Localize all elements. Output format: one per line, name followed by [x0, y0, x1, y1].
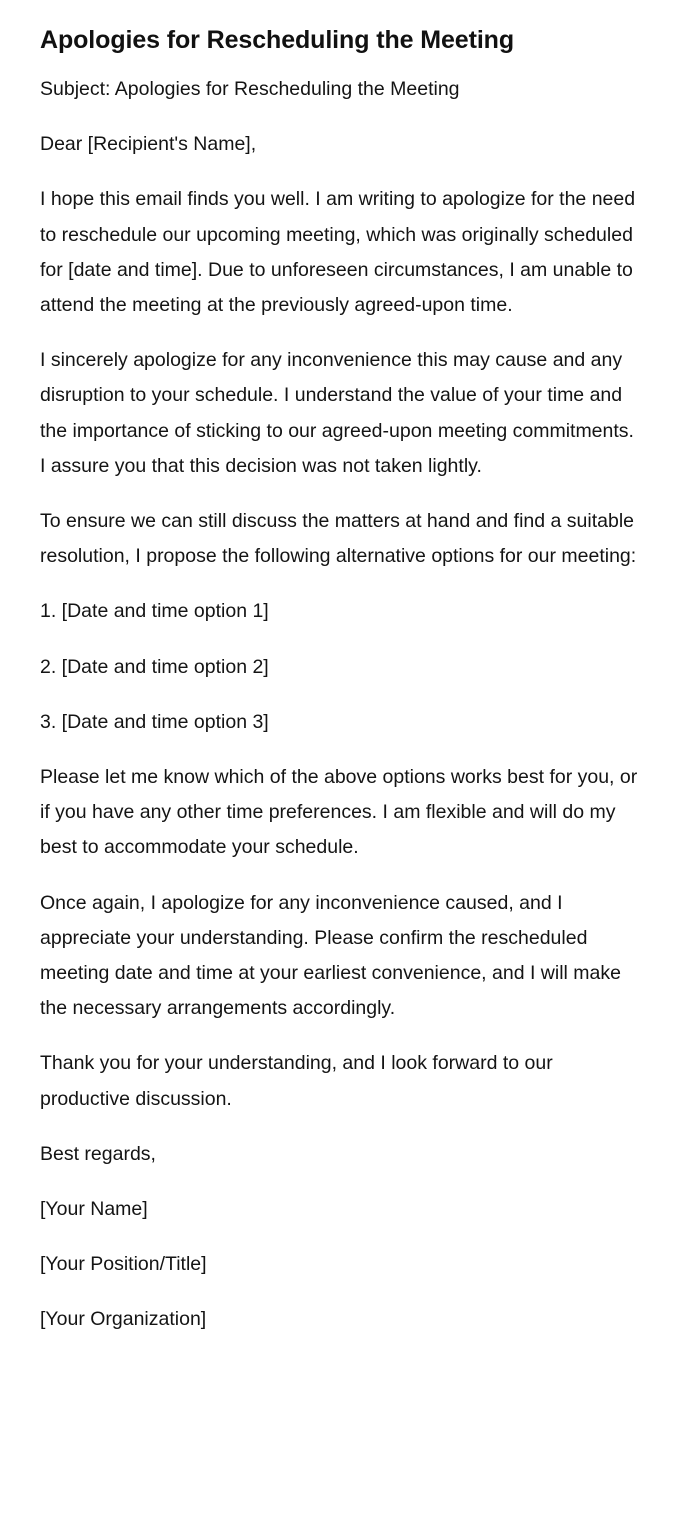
body-paragraph: Once again, I apologize for any inconvenience caused, and I appreciate your understanding. Please confirm the rescheduled meeting date and time at your earliest convenience, and I will make the necessary arrangements accordingly. [40, 891, 621, 1020]
body-paragraph: To ensure we can still discuss the matters at hand and find a suitable resolution, I propose the following alternative options for our meeting: [40, 510, 637, 568]
greeting: Dear [Recipient's Name], [40, 133, 257, 156]
sign-off: Best regards, [40, 1142, 156, 1165]
signature-position: [Your Position/Title] [40, 1253, 207, 1276]
option-item: 3. [Date and time option 3] [40, 710, 269, 733]
subject-line: Subject: Apologies for Rescheduling the Meeting [40, 78, 460, 100]
option-item: 2. [Date and time option 2] [40, 655, 269, 678]
signature-organization: [Your Organization] [40, 1308, 207, 1331]
letter-document [40, 22, 644, 1358]
body-paragraph: Thank you for your understanding, and I look forward to our productive discussion. [40, 1052, 553, 1110]
option-item: 1. [Date and time option 1] [40, 600, 269, 623]
body-paragraph: I sincerely apologize for any inconvenience this may cause and any disruption to your schedule. I understand the value of your time and the importance of sticking to our agreed-upon meeting commitments. I assure you that this decision was not taken lightly. [40, 349, 634, 477]
body-paragraph: I hope this email finds you well. I am writing to apologize for the need to reschedule our upcoming meeting, which was originally scheduled for [date and time]. Due to unforeseen circumstances, I am unable to attend the meeting at the previously agreed-upon time. [40, 188, 636, 317]
signature-name: [Your Name] [40, 1198, 148, 1221]
body-paragraph: Please let me know which of the above options works best for you, or if you have any other time preferences. I am flexible and will do my best to accommodate your schedule. [40, 766, 638, 859]
document-title: Apologies for Rescheduling the Meeting [40, 26, 515, 54]
